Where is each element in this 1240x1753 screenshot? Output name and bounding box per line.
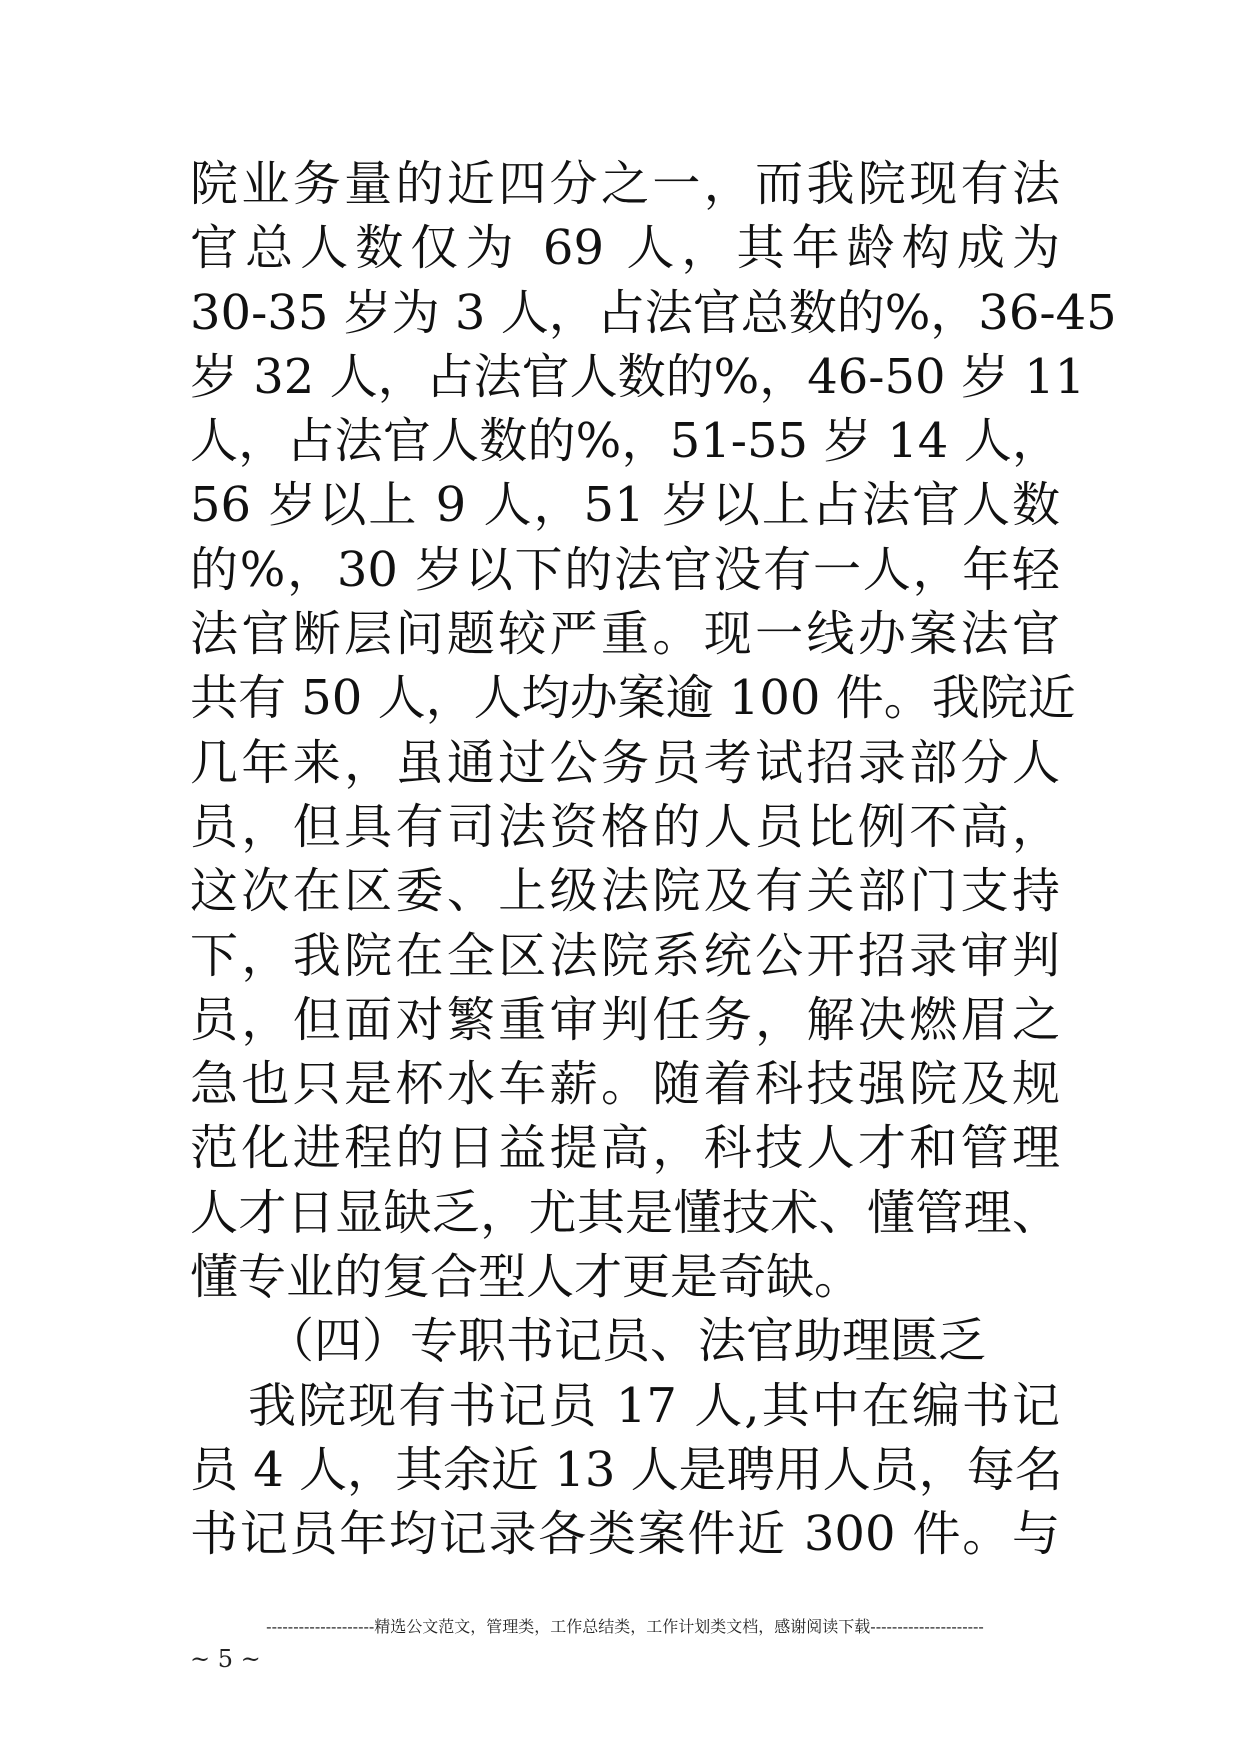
text-line: 书记员年均记录各类案件近 300 件。与 [190, 1506, 1060, 1563]
text-line: 员，但具有司法资格的人员比例不高， [190, 798, 1060, 855]
text-line: 法官断层问题较严重。现一线办案法官 [190, 606, 1060, 663]
text-line: 30-35 岁为 3 人，占法官总数的%，36-45 [190, 284, 1117, 341]
text-line: 这次在区委、上级法院及有关部门支持 [190, 863, 1060, 920]
text-line: 的%，30 岁以下的法官没有一人，年轻 [190, 541, 1060, 598]
footer-banner: --------------------精选公文范文，管理类，工作总结类，工作计划类文档，感谢阅读下载--------------------- [266, 1617, 984, 1636]
text-line: 员 4 人，其余近 13 人是聘用人员，每名 [190, 1441, 1063, 1498]
text-line: 岁 32 人，占法官人数的%，46-50 岁 11 [190, 348, 1086, 405]
text-line: 员，但面对繁重审判任务，解决燃眉之 [190, 991, 1060, 1048]
text-line: 急也只是杯水车薪。随着科技强院及规 [190, 1056, 1060, 1113]
text-line: 院业务量的近四分之一，而我院现有法 [190, 156, 1060, 212]
text-line: 56 岁以上 9 人，51 岁以上占法官人数 [190, 477, 1060, 534]
text-line: 人，占法官人数的%，51-55 岁 14 人， [190, 413, 1060, 470]
section-heading: （四）专职书记员、法官助理匮乏 [266, 1313, 987, 1370]
body-text [190, 152, 1117, 1567]
text-line: 范化进程的日益提高，科技人才和管理 [190, 1120, 1060, 1177]
text-line: 官总人数仅为 69 人，其年龄构成为 [190, 220, 1060, 277]
text-line: 共有 50 人，人均办案逾 100 件。我院近 [190, 670, 1076, 727]
text-line: 几年来，虽通过公务员考试招录部分人 [190, 734, 1060, 791]
text-line: 懂专业的复合型人才更是奇缺。 [190, 1249, 863, 1306]
page-number: ~ 5 ~ [190, 1645, 261, 1673]
text-line: 下，我院在全区法院系统公开招录审判 [190, 927, 1060, 984]
text-line: 人才日显缺乏，尤其是懂技术、懂管理、 [190, 1184, 1060, 1241]
text-line: 我院现有书记员 17 人,其中在编书记 [248, 1377, 1060, 1434]
